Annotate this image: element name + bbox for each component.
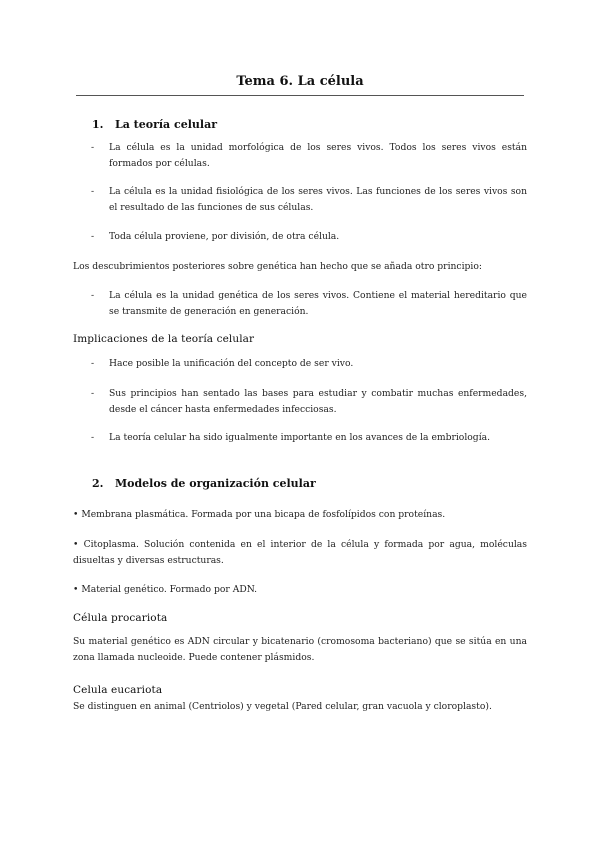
list-item: La teoría celular ha sido igualmente importante en los avances de la embriología. (109, 432, 491, 443)
page-title: Tema 6. La célula (236, 74, 364, 89)
list-item: Toda célula proviene, por división, de otra célula. (109, 231, 340, 242)
dash-marker: - (91, 290, 95, 301)
dash-marker: - (91, 358, 95, 369)
list-item: Sus principios han sentado las bases para estudiar y combatir muchas enfermedades, desde el cáncer hasta enfermedades infecciosas. (109, 388, 527, 415)
subsection-heading: Celula eucariota (73, 684, 163, 696)
list-item: La célula es la unidad fisiológica de los seres vivos. Las funciones de los seres vivos son el resultado de las funciones de sus células. (109, 186, 527, 213)
dash-marker: - (91, 432, 95, 443)
subsection-heading: Implicaciones de la teoría celular (73, 333, 255, 345)
dash-marker: - (91, 231, 95, 242)
paragraph: Se distinguen en animal (Centriolos) y vegetal (Pared celular, gran vacuola y cloroplasto). (73, 701, 492, 712)
dash-marker: - (91, 388, 95, 399)
dash-marker: - (91, 142, 95, 153)
section-1-heading: 1. La teoría celular (92, 118, 217, 131)
subsection-heading: Célula procariota (73, 612, 168, 624)
list-item: La célula es la unidad genética de los seres vivos. Contiene el material hereditario que se transmite de generación en generación. (109, 290, 527, 317)
paragraph: Los descubrimientos posteriores sobre genética han hecho que se añada otro principio: (73, 261, 482, 272)
paragraph: Su material genético es ADN circular y bicatenario (cromosoma bacteriano) que se sitúa en una zona llamada nucleoide. Puede contener plásmidos. (73, 636, 527, 663)
section-2-heading: 2. Modelos de organización celular (92, 477, 316, 490)
list-item: La célula es la unidad morfológica de los seres vivos. Todos los seres vivos están formados por células. (109, 142, 527, 169)
bullet-item: • Material genético. Formado por ADN. (73, 584, 258, 595)
title-divider (76, 95, 524, 96)
dash-marker: - (91, 186, 95, 197)
list-item: Hace posible la unificación del concepto de ser vivo. (109, 358, 354, 369)
bullet-item: • Membrana plasmática. Formada por una bicapa de fosfolípidos con proteínas. (73, 509, 446, 520)
bullet-item: • Citoplasma. Solución contenida en el interior de la célula y formada por agua, moléculas disueltas y diversas estructuras. (73, 539, 527, 566)
